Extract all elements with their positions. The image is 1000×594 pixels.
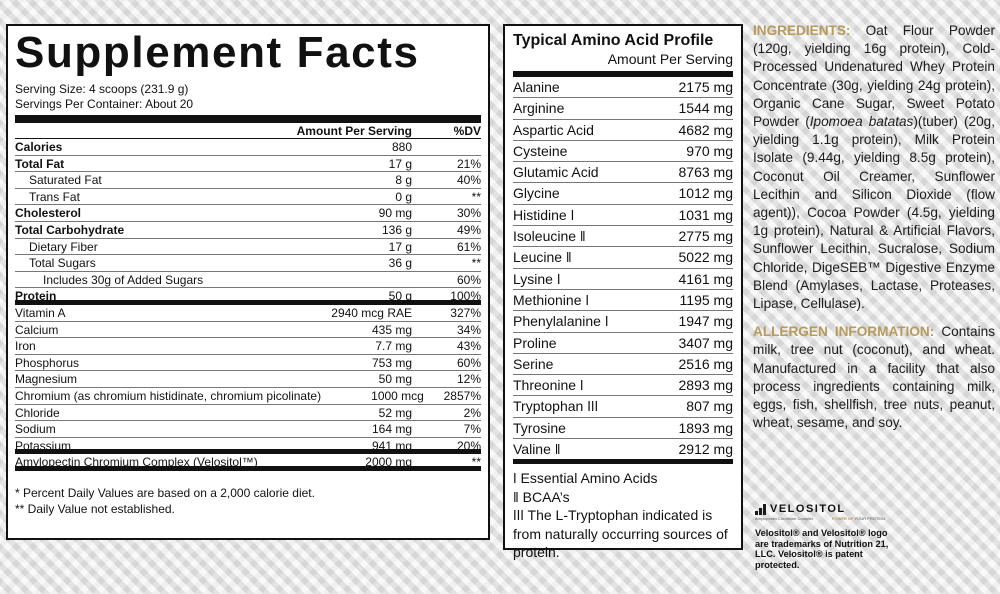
ingredients-paragraph xyxy=(753,22,995,313)
legend-bcaa: ǁ BCAA’s xyxy=(513,488,570,505)
amount-column-header: Amount Per Serving xyxy=(296,124,412,138)
amino-row: Alanine 2175 mg xyxy=(513,77,733,98)
servings-per-container: Servings Per Container: About 20 xyxy=(15,97,194,111)
amino-row: Proline 3407 mg xyxy=(513,333,733,354)
facts-row: Calories 880 xyxy=(15,139,481,156)
amino-row: Glutamic Acid 8763 mg xyxy=(513,162,733,183)
facts-row: Amylopectin Chromium Complex (Velositol™) 2000 mg ** xyxy=(15,455,481,470)
ingredients-latin-name: Ipomoea batatas xyxy=(809,114,914,130)
supplement-facts-panel xyxy=(6,24,490,540)
amino-row: Glycine 1012 mg xyxy=(513,183,733,204)
footnote-not-established: ** Daily Value not established. xyxy=(15,501,175,516)
amino-row: Histidine ǀ 1031 mg xyxy=(513,205,733,226)
ingredients-text: Oat Flour Powder (120g, yielding 16g protein), Cold-Processed Undenatured Whey Protein Concentrate (30g, yielding 24g protein), Organic Cane Sugar, Sweet Potato Powder ( xyxy=(753,23,995,130)
facts-footnotes xyxy=(15,485,481,517)
ingredients-block xyxy=(753,22,995,432)
logo-wordmark: VELOSITOL xyxy=(770,503,846,515)
facts-row: Magnesium 50 mg 12% xyxy=(15,372,481,387)
facts-row: Chloride 52 mg 2% xyxy=(15,405,481,420)
legend-essential: ǀ Essential Amino Acids xyxy=(513,470,658,487)
logo-tagline: Amylopectin Chromium Complex POWER UP YOUR PROTEIN xyxy=(755,516,885,521)
facts-row: Includes 30g of Added Sugars 60% xyxy=(15,272,481,289)
facts-row: Total Carbohydrate 136 g 49% xyxy=(15,222,481,237)
facts-row: Total Fat 17 g 21% xyxy=(15,156,481,171)
bar-chart-icon xyxy=(755,504,766,515)
allergen-text: Contains milk, tree nut (coconut), and wheat. Manufactured in a facility that also process ingredients containing milk, eggs, fish, shellfish, tree nuts, peanut, wheat, sesame, and soy. xyxy=(753,324,995,431)
dv-column-header: %DV xyxy=(453,124,481,138)
facts-row: Saturated Fat 8 g 40% xyxy=(15,172,481,189)
amino-title: Typical Amino Acid Profile xyxy=(513,32,714,49)
amino-row: Phenylalanine ǀ 1947 mg xyxy=(513,311,733,332)
facts-row: Protein 50 g 100% xyxy=(15,289,481,304)
amino-row: Aspartic Acid 4682 mg xyxy=(513,120,733,141)
allergen-label: ALLERGEN INFORMATION: xyxy=(753,324,935,340)
amino-row: Serine 2516 mg xyxy=(513,354,733,375)
facts-row: Total Sugars 36 g ** xyxy=(15,255,481,272)
facts-row: Potassium 941 mg 20% xyxy=(15,438,481,453)
divider xyxy=(15,115,481,123)
serving-size: Serving Size: 4 scoops (231.9 g) xyxy=(15,82,189,96)
facts-row: Dietary Fiber 17 g 61% xyxy=(15,239,481,256)
velositol-logo xyxy=(755,503,885,521)
amino-row: Leucine ǁ 5022 mg xyxy=(513,247,733,268)
amino-row: Isoleucine ǁ 2775 mg xyxy=(513,226,733,247)
ingredients-text: )(tuber) (20g, yielding 1.1g protein), Milk Protein Isolate (9.44g, yielding 8.5g protein), Coconut Oil Creamer, Sunflower Lecithin and Silicon Dioxide (flow agent)), Cocoa Powder (4.5g, yielding 1g protein), Natural & Artificial Flavors, Sunflower Lecithin, Sucralose, Sodium Chloride, DigeSEB™ Digestive Enzyme Blend (Amylases, Lactase, Proteases, Lipase, Cellulase). xyxy=(753,114,995,312)
amino-row: Tryptophan ǀǀǀ 807 mg xyxy=(513,396,733,417)
facts-row: Chromium (as chromium histidinate, chromium picolinate) 1000 mcg 2857% xyxy=(15,388,481,403)
amino-subtitle: Amount Per Serving xyxy=(607,51,733,67)
allergen-paragraph xyxy=(753,323,995,432)
amino-row: Arginine 1544 mg xyxy=(513,98,733,119)
amino-row: Lysine ǀ 4161 mg xyxy=(513,269,733,290)
trademark-notice: Velositol® and Velositol® logo are trademarks of Nutrition 21, LLC. Velositol® is patent protected. xyxy=(755,528,889,570)
legend-tryptophan: ǀǀǀ The L-Tryptophan indicated is from naturally occurring sources of protein. xyxy=(513,507,728,561)
facts-row: Sodium 164 mg 7% xyxy=(15,422,481,437)
amino-row: Threonine ǀ 2893 mg xyxy=(513,375,733,396)
footnote-dv: * Percent Daily Values are based on a 2,000 calorie diet. xyxy=(15,485,315,500)
facts-row: Vitamin A 2940 mcg RAE 327% xyxy=(15,305,481,320)
ingredients-label: INGREDIENTS: xyxy=(753,23,851,38)
amino-legend xyxy=(513,464,733,562)
facts-row: Phosphorus 753 mg 60% xyxy=(15,355,481,370)
amino-acid-panel xyxy=(503,24,743,561)
amino-row: Valine ǁ 2912 mg xyxy=(513,439,733,460)
facts-row: Cholesterol 90 mg 30% xyxy=(15,206,481,221)
facts-row: Iron 7.7 mg 43% xyxy=(15,339,481,354)
amino-row: Methionine ǀ 1195 mg xyxy=(513,290,733,311)
amino-row: Tyrosine 1893 mg xyxy=(513,418,733,439)
facts-header-row xyxy=(15,123,481,139)
facts-row: Calcium 435 mg 34% xyxy=(15,322,481,337)
amino-row: Cysteine 970 mg xyxy=(513,141,733,162)
facts-row: Trans Fat 0 g ** xyxy=(15,189,481,206)
supplement-facts-title: Supplement Facts xyxy=(15,28,420,77)
